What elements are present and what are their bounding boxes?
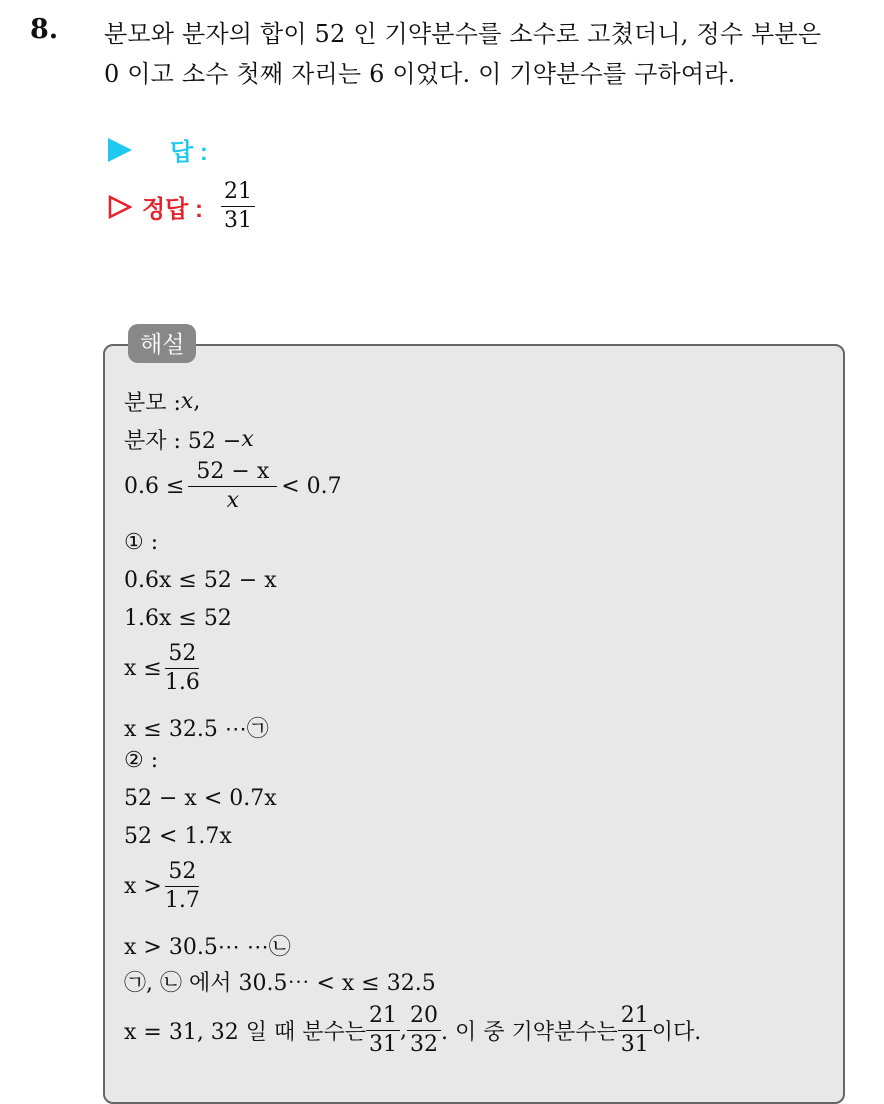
answer-row: [108, 132, 208, 167]
question-text-line1: 분모와 분자의 합이 52 인 기약분수를 소수로 고쳤더니, 정수 부분은: [104, 20, 822, 48]
fraction: $\frac{20}{32}$: [407, 1004, 441, 1057]
fraction: $\frac{52}{1.7}$: [164, 859, 200, 914]
correct-answer-row: [108, 180, 255, 233]
solution-line: x > $\frac{52}{1.7}$: [124, 860, 203, 913]
fraction: $\frac{21}{31}$: [366, 1004, 400, 1057]
correct-answer-label: 정답 :: [142, 196, 204, 224]
fraction: $\frac{52}{1.6}$: [164, 641, 200, 696]
play-triangle-icon: [108, 138, 132, 162]
solution-line: 분모 : x ,: [124, 389, 201, 416]
question-text-line2: 0 이고 소수 첫째 자리는 6 이었다. 이 기약분수를 구하여라.: [104, 60, 736, 88]
answer-label: 답 :: [170, 139, 208, 166]
fraction-numerator: 21: [221, 180, 255, 207]
fraction-denominator: 31: [224, 208, 253, 234]
solution-line: 0.6x ≤ 52 − x: [124, 568, 277, 593]
solution-line: x ≤ $\frac{52}{1.6}$: [124, 642, 203, 695]
solution-line: ① :: [124, 530, 159, 555]
question-number: 8.: [30, 14, 59, 45]
solution-line: x ≤ 32.5 ⋯㉠: [124, 717, 269, 742]
solution-line: ② :: [124, 748, 159, 773]
outline-triangle-icon: [108, 195, 132, 219]
solution-line: x > 30.5⋯ ⋯㉡: [124, 935, 291, 960]
solution-line: 분자 : 52 − x: [124, 427, 254, 454]
solution-line: x = 31, 32 일 때 분수는 $\frac{21}{31}$ , $\frac{20}{32}$ . 이 중 기약분수는 $\frac{21}{31}$ 이다.: [124, 1003, 702, 1058]
solution-tab: 해설: [128, 324, 196, 363]
solution-line: 0.6 ≤ $\frac{52 - x}{x}$ < 0.7: [124, 459, 342, 514]
correct-answer-fraction: [221, 180, 255, 233]
solution-line: 52 − x < 0.7x: [124, 786, 277, 811]
fraction: $\frac{52 - x}{x}$: [188, 460, 277, 513]
fraction: $\frac{21}{31}$: [618, 1004, 652, 1057]
solution-line: ㉠, ㉡ 에서 30.5⋯ < x ≤ 32.5: [124, 971, 436, 996]
solution-line: 52 < 1.7x: [124, 824, 232, 849]
solution-line: 1.6x ≤ 52: [124, 606, 232, 631]
